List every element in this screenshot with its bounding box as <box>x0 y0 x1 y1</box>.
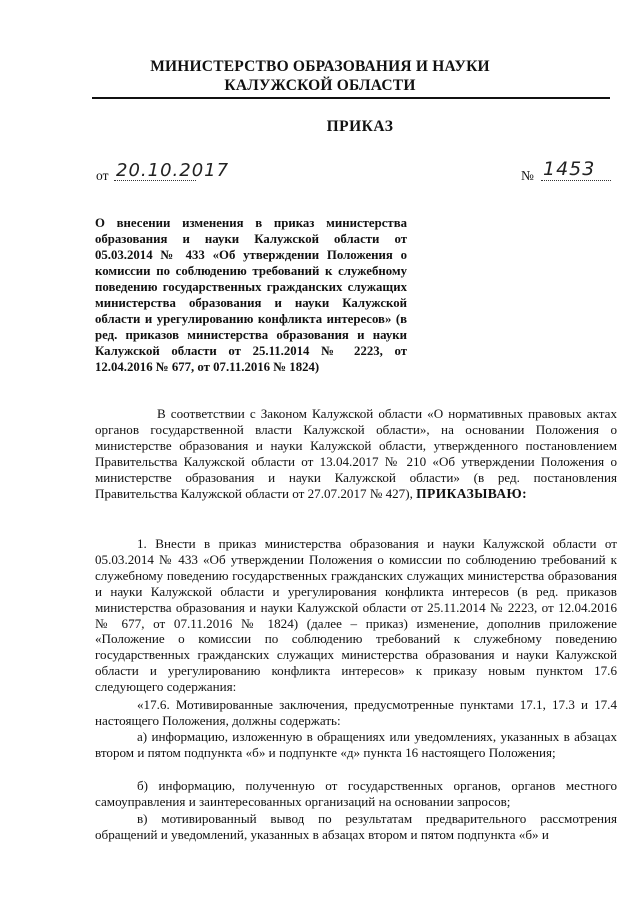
paragraph-item-a: а) информацию, изложенную в обращениях или уведомлениях, указанных в абзацах втором и пятом подпункта «б» и подпункте «д» пункта 16 настоящего Положения; <box>95 729 617 760</box>
document-type: ПРИКАЗ <box>326 118 394 135</box>
number-underline <box>541 180 611 181</box>
number-label: № <box>521 168 534 183</box>
date-label: от <box>96 168 109 183</box>
paragraph-17-6: «17.6. Мотивированные заключения, предусмотренные пунктами 17.1, 17.3 и 17.4 настоящего Положения, должны содержать: <box>95 697 617 728</box>
ministry-name-line1: МИНИСТЕРСТВО ОБРАЗОВАНИЯ И НАУКИ <box>150 58 490 75</box>
paragraph-item-v: в) мотивированный вывод по результатам предварительного рассмотрения обращений и уведомлений, указанных в абзацах втором и пятом подпункта «б» и <box>95 811 617 842</box>
preamble-paragraph <box>95 406 617 501</box>
ministry-name-line2: КАЛУЖСКОЙ ОБЛАСТИ <box>224 77 416 94</box>
number-handwritten: 1453 <box>543 158 596 180</box>
header-divider <box>92 97 610 99</box>
preamble-text: В соответствии с Законом Калужской области «О нормативных правовых актах органов государственной власти Калужской области», на основании Положения о министерстве образования и науки Калужской области, утвержденного постановлением Правительства Калужской области от 13.04.2017 № 210 «Об утверждении Положения о министерстве образования и науки Калужской области» (в ред. постановления Правительства Калужской области от 27.07.2017 № 427), <box>95 406 617 501</box>
paragraph-item-b: б) информацию, полученную от государственных органов, органов местного самоуправления и заинтересованных организаций на основании запросов; <box>95 778 617 809</box>
date-number-row <box>96 158 616 188</box>
date-handwritten: 20.10.2017 <box>116 160 230 181</box>
document-subject: О внесении изменения в приказ министерства образования и науки Калужской области от 05.03.2014 № 433 «Об утверждении Положения о комиссии по соблюдению требований к служебному поведению государственных гражданских служащих министерства образования и науки Калужской области и урегулированию конфликта интересов» (в ред. приказов министерства образования и науки Калужской области от 25.11.2014 № 2223, от 12.04.2016 № 677, от 07.11.2016 № 1824) <box>95 216 407 374</box>
paragraph-1: 1. Внести в приказ министерства образования и науки Калужской области от 05.03.2014 № 433 «Об утверждении Положения о комиссии по соблюдению требований к служебному поведению государственных гражданских служащих министерства образования и науки Калужской области и урегулирования конфликта интересов (в ред. приказов министерства образования и науки Калужской области от 25.11.2014 № 2223, от 12.04.2016 № 677, от 07.11.2016 № 1824) (далее – приказ) изменение, дополнив приложение «Положение о комиссии по соблюдению требований к служебному поведению государственных гражданских служащих министерства образования и науки Калужской области и урегулированию конфликта интересов» к приказу новым пунктом 17.6 следующего содержания: <box>95 536 617 695</box>
order-keyword: ПРИКАЗЫВАЮ: <box>416 485 527 501</box>
